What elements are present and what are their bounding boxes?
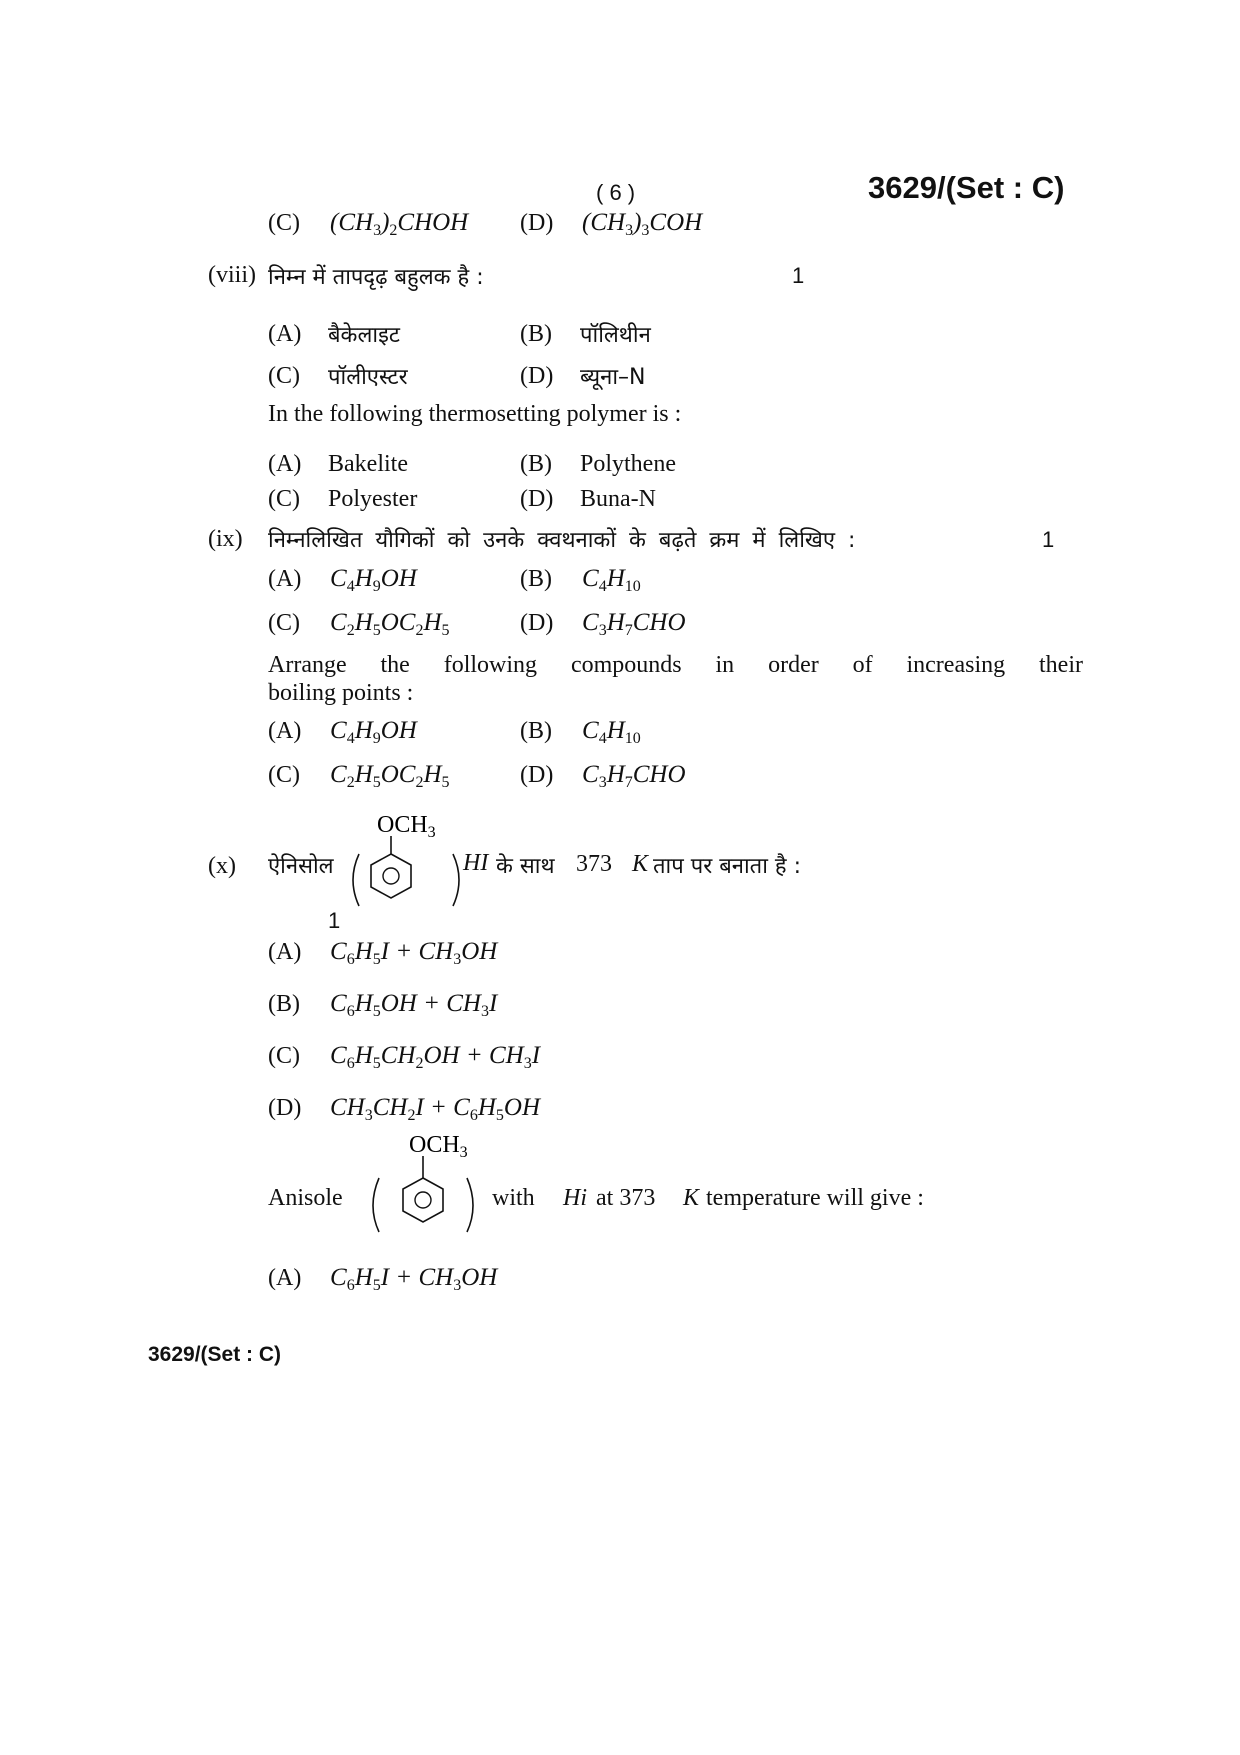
q9-english-option-b-formula: $C_4H_{10}$: [582, 717, 641, 747]
q8-hindi-option-b-label: (B): [520, 321, 552, 347]
q7-option-c-formula: $(CH_3)_2CHOH$: [330, 209, 469, 239]
q10-option-d-label: (D): [268, 1095, 302, 1121]
q8-english-option-d-label: (D): [520, 486, 554, 512]
q9-english-option-c-formula: $C_2H_5OC_2H_5$: [330, 761, 450, 791]
q8-english-option-d: Buna-N: [580, 486, 656, 512]
q9-english-option-a-formula: $C_4H_9OH$: [330, 717, 417, 747]
anisole-substituent-label-english: $OCH_3$: [409, 1132, 468, 1161]
anisole-structure-english: [365, 1126, 483, 1234]
q10-option-c-label: (C): [268, 1043, 300, 1069]
q9-english-option-d-formula: $C_3H_7CHO$: [582, 761, 686, 791]
q10-option-b-label: (B): [268, 991, 300, 1017]
q9-option-d-formula: $C_3H_7CHO$: [582, 609, 686, 639]
page-number: ( 6 ): [596, 180, 636, 205]
q9-english-option-d-label: (D): [520, 762, 554, 788]
q8-english-option-a-label: (A): [268, 451, 302, 477]
q10-english-option-a-formula: $C_6H_5I + CH_3OH$: [330, 1264, 498, 1294]
q8-number: (viii): [208, 262, 256, 288]
q8-english-question: In the following thermosetting polymer is :: [268, 401, 682, 427]
q10-english-k: K: [683, 1185, 700, 1211]
q10-hindi-with: के साथ: [496, 854, 555, 879]
q10-option-c-formula: $C_6H_5CH_2OH + CH_3I$: [330, 1042, 541, 1072]
q9-option-a-label: (A): [268, 566, 302, 592]
q8-english-option-c-label: (C): [268, 486, 300, 512]
q10-hindi-suffix: ताप पर बनाता है :: [653, 854, 802, 879]
q9-hindi-question: निम्नलिखित यौगिकों को उनके क्वथनाकों के बढ़ते क्रम में लिखिए :: [268, 528, 856, 553]
q9-marks: 1: [1042, 527, 1055, 552]
q10-hindi-k: K: [632, 851, 649, 877]
q8-english-option-a: Bakelite: [328, 451, 408, 477]
set-code-header: 3629/(Set : C): [868, 170, 1065, 205]
q10-hindi-prefix: ऐनिसोल: [268, 854, 334, 879]
q9-english-line-2: boiling points :: [268, 680, 414, 706]
q8-hindi-option-c-label: (C): [268, 363, 300, 389]
q10-option-b-formula: $C_6H_5OH + CH_3I$: [330, 990, 498, 1020]
q8-english-option-b: Polythene: [580, 451, 676, 477]
q7-option-d-formula: $(CH_3)_3COH$: [582, 209, 703, 239]
q8-hindi-option-a: बैकेलाइट: [328, 323, 400, 348]
q8-hindi-option-c: पॉलीएस्टर: [328, 365, 408, 390]
q9-option-c-label: (C): [268, 610, 300, 636]
q9-number: (ix): [208, 526, 243, 552]
q10-english-hi: Hi: [563, 1185, 587, 1211]
q7-option-d-label: (D): [520, 210, 554, 236]
q10-option-a-formula: $C_6H_5I + CH_3OH$: [330, 938, 498, 968]
q8-hindi-option-d-label: (D): [520, 363, 554, 389]
q10-option-a-label: (A): [268, 939, 302, 965]
q9-english-option-a-label: (A): [268, 718, 302, 744]
q9-option-d-label: (D): [520, 610, 554, 636]
q9-option-c-formula: $C_2H_5OC_2H_5$: [330, 609, 450, 639]
q10-english-suffix: temperature will give :: [706, 1185, 924, 1211]
q10-marks: 1: [328, 908, 341, 933]
q9-english-option-b-label: (B): [520, 718, 552, 744]
q10-number: (x): [208, 853, 236, 879]
q9-option-b-label: (B): [520, 566, 552, 592]
q8-marks: 1: [792, 263, 805, 288]
q10-english-prefix: Anisole: [268, 1185, 343, 1211]
q9-english-option-c-label: (C): [268, 762, 300, 788]
q9-english-line-1: Arrange the following compounds in order of increasing their: [268, 652, 1083, 678]
q10-english-option-a-label: (A): [268, 1265, 302, 1291]
q9-option-b-formula: $C_4H_{10}$: [582, 565, 641, 595]
q7-option-c-label: (C): [268, 210, 300, 236]
q9-option-a-formula: $C_4H_9OH$: [330, 565, 417, 595]
set-code-footer: 3629/(Set : C): [148, 1343, 282, 1366]
q10-hindi-temp: 373: [576, 851, 612, 877]
q8-hindi-option-a-label: (A): [268, 321, 302, 347]
q10-english-with: with: [492, 1185, 535, 1211]
q10-english-at: at 373: [596, 1185, 656, 1211]
q8-hindi-option-b: पॉलिथीन: [580, 323, 651, 348]
q10-hindi-hi: HI: [463, 850, 489, 876]
q10-option-d-formula: $CH_3CH_2I + C_6H_5OH$: [330, 1094, 541, 1124]
q8-hindi-option-d: ब्यूना–N: [580, 365, 646, 390]
anisole-structure-hindi: [345, 806, 470, 908]
q8-english-option-c: Polyester: [328, 486, 418, 512]
anisole-substituent-label: $OCH_3$: [377, 812, 436, 841]
q8-hindi-question: निम्न में तापदृढ़ बहुलक है :: [268, 265, 484, 290]
q8-english-option-b-label: (B): [520, 451, 552, 477]
